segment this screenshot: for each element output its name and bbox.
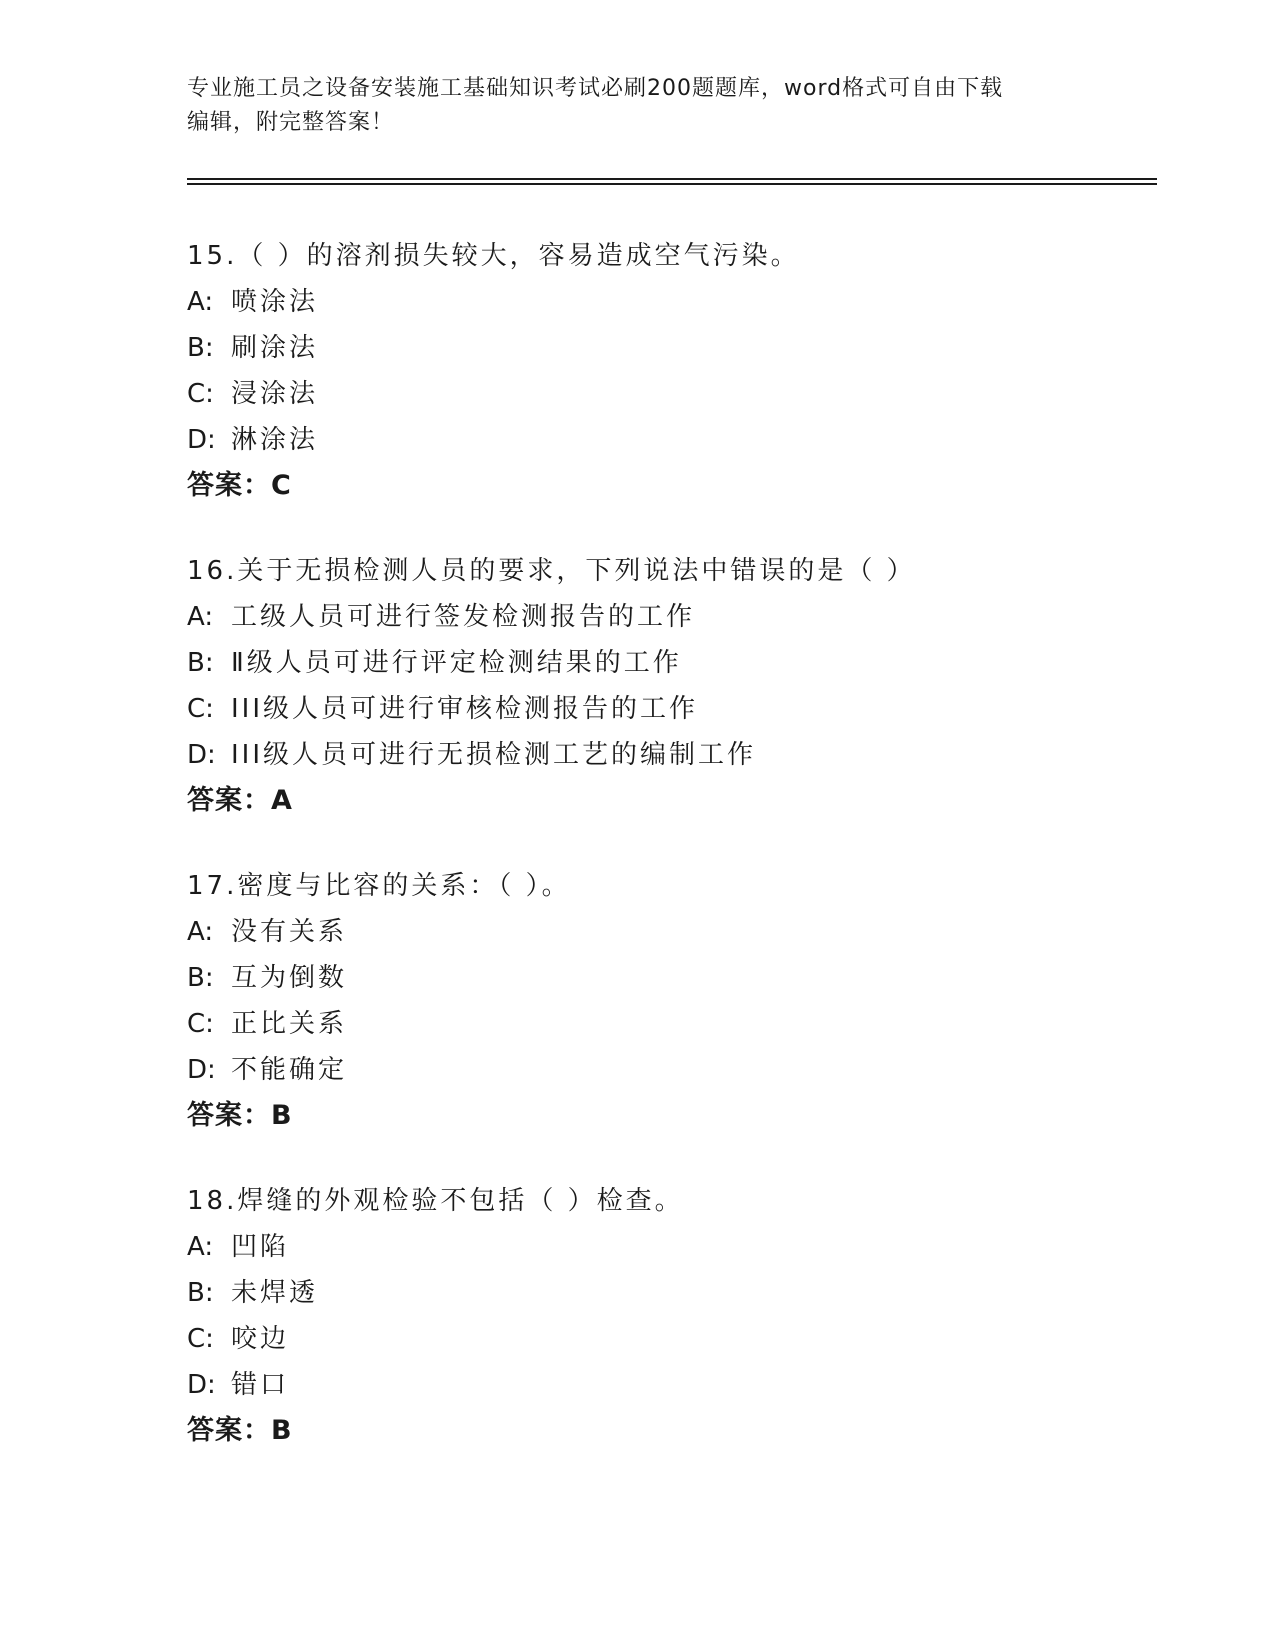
option-d — [187, 732, 1127, 778]
option-key: B: — [187, 963, 214, 993]
option-a — [187, 1224, 1127, 1270]
option-text: 错口 — [231, 1370, 290, 1400]
option-text: 淋涂法 — [231, 425, 319, 455]
header-rule-bottom — [187, 183, 1157, 185]
option-text: 未焊透 — [231, 1278, 319, 1308]
option-c — [187, 686, 1127, 732]
option-c — [187, 1001, 1127, 1047]
question-title: 17.密度与比容的关系：（ ）。 — [187, 871, 571, 901]
option-text: 刷涂法 — [231, 333, 319, 363]
question-15 — [187, 233, 1127, 509]
option-b — [187, 640, 1127, 686]
option-a — [187, 909, 1127, 955]
option-b — [187, 325, 1127, 371]
answer-label: 答案：B — [187, 1415, 293, 1446]
option-c — [187, 1316, 1127, 1362]
option-text: 互为倒数 — [231, 963, 348, 993]
header-rule-top — [187, 178, 1157, 180]
answer-label: 答案：C — [187, 470, 292, 501]
option-b — [187, 955, 1127, 1001]
option-key: C: — [187, 1324, 214, 1354]
option-text: 喷涂法 — [231, 287, 319, 317]
option-key: D: — [187, 1055, 216, 1085]
option-text: 不能确定 — [231, 1055, 348, 1085]
option-text: 工级人员可进行签发检测报告的工作 — [231, 602, 696, 632]
header-line-1: 专业施工员之设备安装施工基础知识考试必刷200题题库，word格式可自由下载 — [187, 76, 1004, 101]
option-key: B: — [187, 648, 214, 678]
option-text: III级人员可进行无损检测工艺的编制工作 — [231, 740, 757, 770]
option-text: III级人员可进行审核检测报告的工作 — [231, 694, 699, 724]
option-key: B: — [187, 333, 214, 363]
option-c — [187, 371, 1127, 417]
question-17 — [187, 863, 1127, 1139]
option-text: 咬边 — [231, 1324, 290, 1354]
option-d — [187, 417, 1127, 463]
option-text: 没有关系 — [231, 917, 348, 947]
option-key: A: — [187, 287, 214, 317]
question-title: 15.（ ）的溶剂损失较大，容易造成空气污染。 — [187, 241, 800, 271]
question-title: 18.焊缝的外观检验不包括（ ）检查。 — [187, 1186, 684, 1216]
question-title: 16.关于无损检测人员的要求，下列说法中错误的是（ ） — [187, 556, 916, 586]
option-key: D: — [187, 1370, 216, 1400]
answer-label: 答案：B — [187, 1100, 293, 1131]
header-line-2: 编辑，附完整答案！ — [187, 110, 395, 135]
option-text: 凹陷 — [231, 1232, 290, 1262]
option-key: A: — [187, 917, 214, 947]
option-d — [187, 1047, 1127, 1093]
option-d — [187, 1362, 1127, 1408]
document-header — [187, 72, 1087, 140]
option-key: C: — [187, 694, 214, 724]
option-key: D: — [187, 740, 216, 770]
option-text: Ⅱ级人员可进行评定检测结果的工作 — [231, 648, 682, 678]
question-18 — [187, 1178, 1127, 1454]
question-16 — [187, 548, 1127, 824]
option-b — [187, 1270, 1127, 1316]
option-key: D: — [187, 425, 216, 455]
answer-label: 答案：A — [187, 785, 293, 816]
option-text: 浸涂法 — [231, 379, 319, 409]
option-key: A: — [187, 602, 214, 632]
option-key: B: — [187, 1278, 214, 1308]
option-key: A: — [187, 1232, 214, 1262]
option-key: C: — [187, 1009, 214, 1039]
option-text: 正比关系 — [231, 1009, 348, 1039]
option-key: C: — [187, 379, 214, 409]
option-a — [187, 279, 1127, 325]
option-a — [187, 594, 1127, 640]
